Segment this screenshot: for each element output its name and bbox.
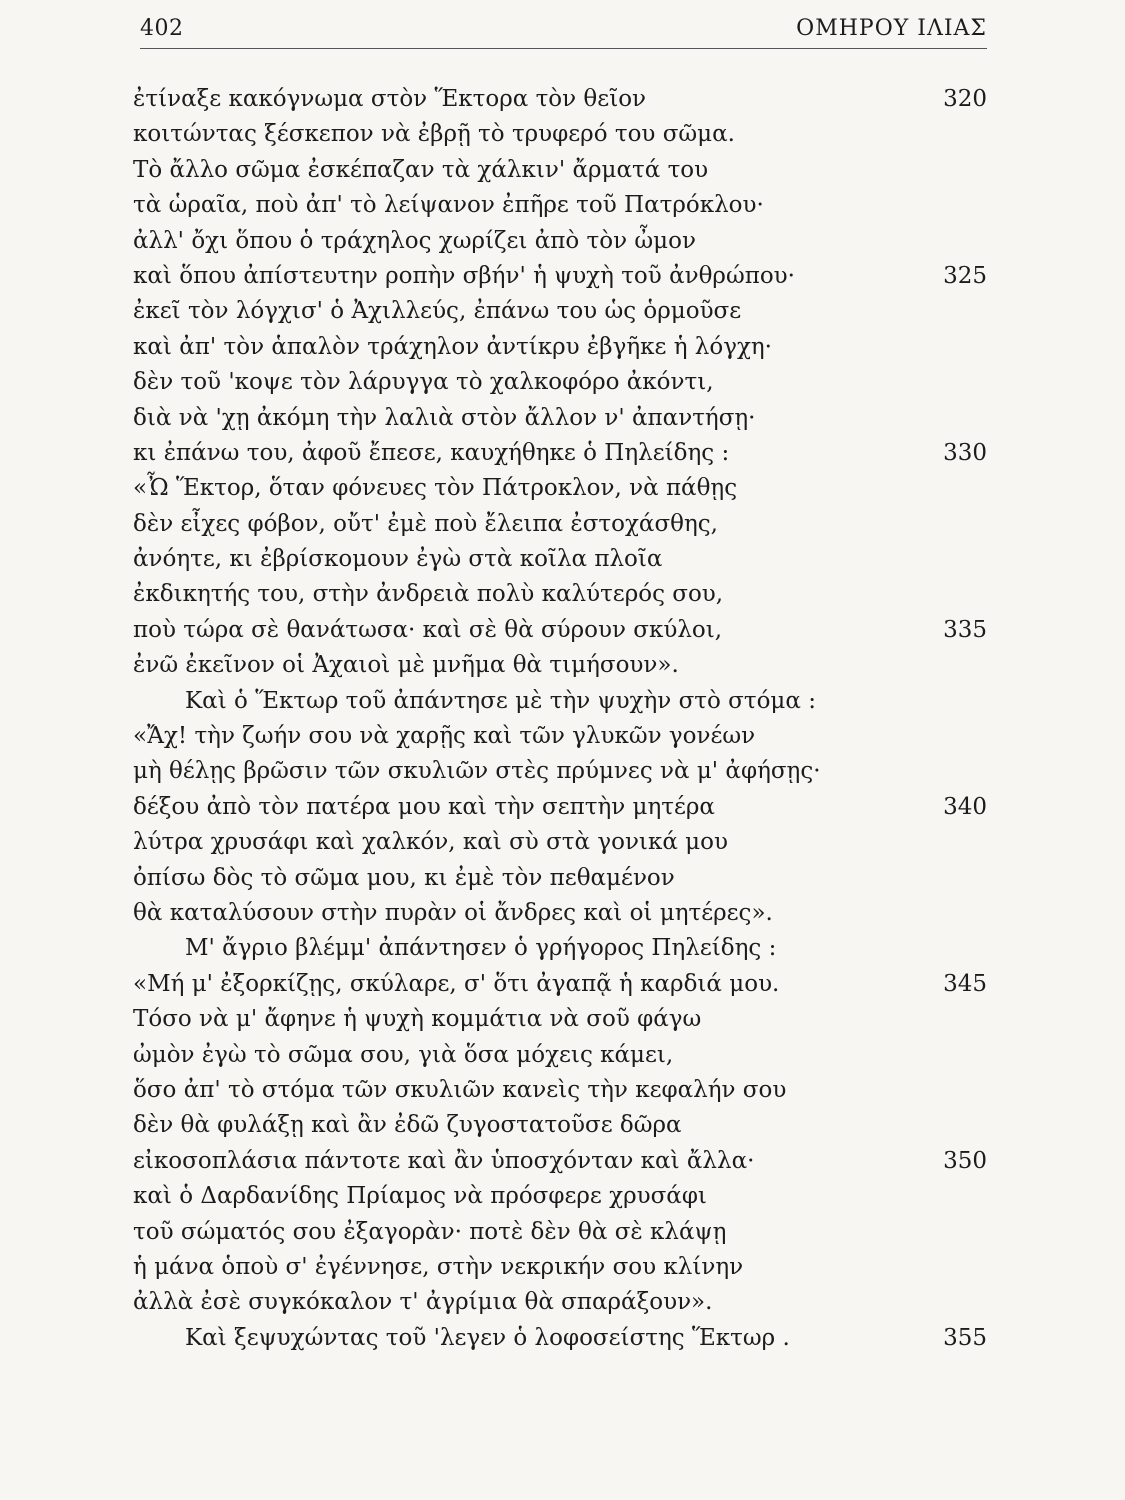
verse-line	[133, 931, 993, 966]
verse-line	[133, 1144, 993, 1179]
verse-line	[133, 294, 993, 329]
verse-line	[133, 259, 993, 294]
verse-line	[133, 1108, 993, 1143]
verse-text: τοῦ σώματός σου ἐξαγορὰν· ποτὲ δὲν θὰ σὲ κλάψῃ	[133, 1218, 727, 1245]
verse-line	[133, 507, 993, 542]
verse-line	[133, 365, 993, 400]
verse-text: δὲν εἶχες φόβον, οὔτ' ἐμὲ ποὺ ἔλειπα ἐστοχάσθης,	[133, 510, 718, 537]
verse-text: δέξου ἀπὸ τὸν πατέρα μου καὶ τὴν σεπτὴν μητέρα	[133, 793, 715, 820]
verse-line	[133, 577, 993, 612]
verse-line	[133, 1215, 993, 1250]
verse-text: Καὶ ὁ Ἕκτωρ τοῦ ἀπάντησε μὲ τὴν ψυχὴν στὸ στόμα :	[185, 687, 816, 714]
verse-text: θὰ καταλύσουν στὴν πυρὰν οἱ ἄνδρες καὶ οἱ μητέρες».	[133, 899, 773, 926]
verse-line	[133, 684, 993, 719]
verse-text: Τὸ ἄλλο σῶμα ἐσκέπαζαν τὰ χάλκιν' ἄρματά του	[133, 156, 709, 183]
verse-text: «Μή μ' ἐξορκίζῃς, σκύλαρε, σ' ὅτι ἀγαπᾷ ἡ καρδιά μου.	[133, 970, 780, 997]
verse-text: ἐκεῖ τὸν λόγχισ' ὁ Ἀχιλλεύς, ἐπάνω του ὡς ὁρμοῦσε	[133, 298, 742, 325]
verse-line	[133, 1073, 993, 1108]
verse-line	[133, 224, 993, 259]
page-header	[140, 12, 987, 49]
verse-line	[133, 1179, 993, 1214]
verse-line	[133, 967, 993, 1002]
line-number: 355	[943, 1324, 987, 1351]
verse-text: καὶ ἀπ' τὸν ἁπαλὸν τράχηλον ἀντίκρυ ἐβγῆκε ἡ λόγχη·	[133, 333, 772, 360]
verse-text: ἐνῶ ἐκεῖνον οἱ Ἀχαιοὶ μὲ μνῆμα θὰ τιμήσουν».	[133, 652, 679, 679]
verse-line	[133, 1250, 993, 1285]
verse-text: ὀπίσω δὸς τὸ σῶμα μου, κι ἐμὲ τὸν πεθαμένον	[133, 864, 675, 891]
verse-line	[133, 436, 993, 471]
verse-text: ὅσο ἀπ' τὸ στόμα τῶν σκυλιῶν κανεὶς τὴν κεφαλήν σου	[133, 1076, 787, 1103]
verse-text: Τόσο νὰ μ' ἄφηνε ἡ ψυχὴ κομμάτια νὰ σοῦ φάγω	[133, 1006, 702, 1033]
verse-line	[133, 1038, 993, 1073]
verse-line	[133, 613, 993, 648]
verse-line	[133, 754, 993, 789]
verse-text: ὠμὸν ἐγὼ τὸ σῶμα σου, γιὰ ὅσα μόχεις κάμει,	[133, 1041, 674, 1068]
line-number: 330	[943, 439, 987, 466]
verse-text: «Ἄχ! τὴν ζωήν σου νὰ χαρῇς καὶ τῶν γλυκῶν γονέων	[133, 723, 756, 750]
verse-line	[133, 153, 993, 188]
verse-text: ποὺ τώρα σὲ θανάτωσα· καὶ σὲ θὰ σύρουν σκύλοι,	[133, 616, 723, 643]
verse-line	[133, 861, 993, 896]
verse-block	[133, 82, 993, 1356]
verse-line	[133, 1321, 993, 1356]
verse-text: ἡ μάνα ὁποὺ σ' ἐγέννησε, στὴν νεκρικήν σου κλίνην	[133, 1253, 744, 1280]
verse-text: κι ἐπάνω του, ἀφοῦ ἔπεσε, καυχήθηκε ὁ Πηλείδης :	[133, 439, 730, 466]
line-number: 320	[943, 86, 987, 112]
verse-text: δὲν θὰ φυλάξῃ καὶ ἂν ἐδῶ ζυγοστατοῦσε δῶρα	[133, 1112, 682, 1139]
verse-text: καὶ ὁ Δαρδανίδης Πρίαμος νὰ πρόσφερε χρυσάφι	[133, 1183, 707, 1210]
verse-text: κοιτώντας ξέσκεπον νὰ ἐβρῇ τὸ τρυφερό του σῶμα.	[133, 121, 735, 148]
verse-line	[133, 825, 993, 860]
verse-line	[133, 471, 993, 506]
verse-text: ἐκδικητής του, στὴν ἀνδρειὰ πολὺ καλύτερός σου,	[133, 581, 724, 608]
line-number: 335	[943, 616, 987, 643]
line-number: 325	[943, 262, 987, 289]
verse-line	[133, 1002, 993, 1037]
running-title: ΟΜΗΡΟΥ ΙΛΙΑΣ	[796, 16, 987, 41]
line-number: 345	[943, 970, 987, 997]
line-number: 350	[943, 1147, 987, 1174]
verse-text: καὶ ὅπου ἀπίστευτην ροπὴν σβήν' ἡ ψυχὴ τοῦ ἀνθρώπου·	[133, 262, 795, 289]
verse-text: ἀλλ' ὄχι ὅπου ὁ τράχηλος χωρίζει ἀπὸ τὸν ὦμον	[133, 227, 696, 254]
verse-line	[133, 82, 993, 117]
verse-text: δὲν τοῦ 'κοψε τὸν λάρυγγα τὸ χαλκοφόρο ἀκόντι,	[133, 369, 714, 396]
verse-line	[133, 117, 993, 152]
verse-text: Καὶ ξεψυχώντας τοῦ 'λεγεν ὁ λοφοσείστης Ἕκτωρ .	[185, 1324, 790, 1351]
verse-text: μὴ θέλῃς βρῶσιν τῶν σκυλιῶν στὲς πρύμνες νὰ μ' ἀφήσῃς·	[133, 758, 821, 785]
verse-text: εἰκοσοπλάσια πάντοτε καὶ ἂν ὑποσχόνταν καὶ ἄλλα·	[133, 1147, 755, 1174]
verse-line	[133, 188, 993, 223]
verse-line	[133, 719, 993, 754]
verse-line	[133, 330, 993, 365]
verse-line	[133, 1285, 993, 1320]
verse-text: «Ὦ Ἕκτορ, ὅταν φόνευες τὸν Πάτροκλον, νὰ πάθῃς	[133, 475, 738, 502]
line-number: 340	[943, 793, 987, 820]
verse-line	[133, 648, 993, 683]
verse-line	[133, 790, 993, 825]
verse-text: ἀλλὰ ἐσὲ συγκόκαλον τ' ἀγρίμια θὰ σπαράξουν».	[133, 1289, 713, 1316]
verse-text: Μ' ἄγριο βλέμμ' ἀπάντησεν ὁ γρήγορος Πηλείδης :	[185, 935, 777, 962]
verse-line	[133, 896, 993, 931]
verse-line	[133, 401, 993, 436]
verse-line	[133, 542, 993, 577]
verse-text: ἐτίναξε κακόγνωμα στὸν Ἕκτορα τὸν θεῖον	[133, 86, 647, 112]
verse-text: ἀνόητε, κι ἐβρίσκομουν ἐγὼ στὰ κοῖλα πλοῖα	[133, 546, 663, 573]
verse-text: τὰ ὡραῖα, ποὺ ἀπ' τὸ λείψανον ἐπῆρε τοῦ Πατρόκλου·	[133, 192, 764, 219]
page-number: 402	[140, 16, 184, 41]
verse-text: διὰ νὰ 'χῃ ἀκόμη τὴν λαλιὰ στὸν ἄλλον ν' ἀπαντήσῃ·	[133, 404, 756, 431]
verse-text: λύτρα χρυσάφι καὶ χαλκόν, καὶ σὺ στὰ γονικά μου	[133, 829, 728, 856]
